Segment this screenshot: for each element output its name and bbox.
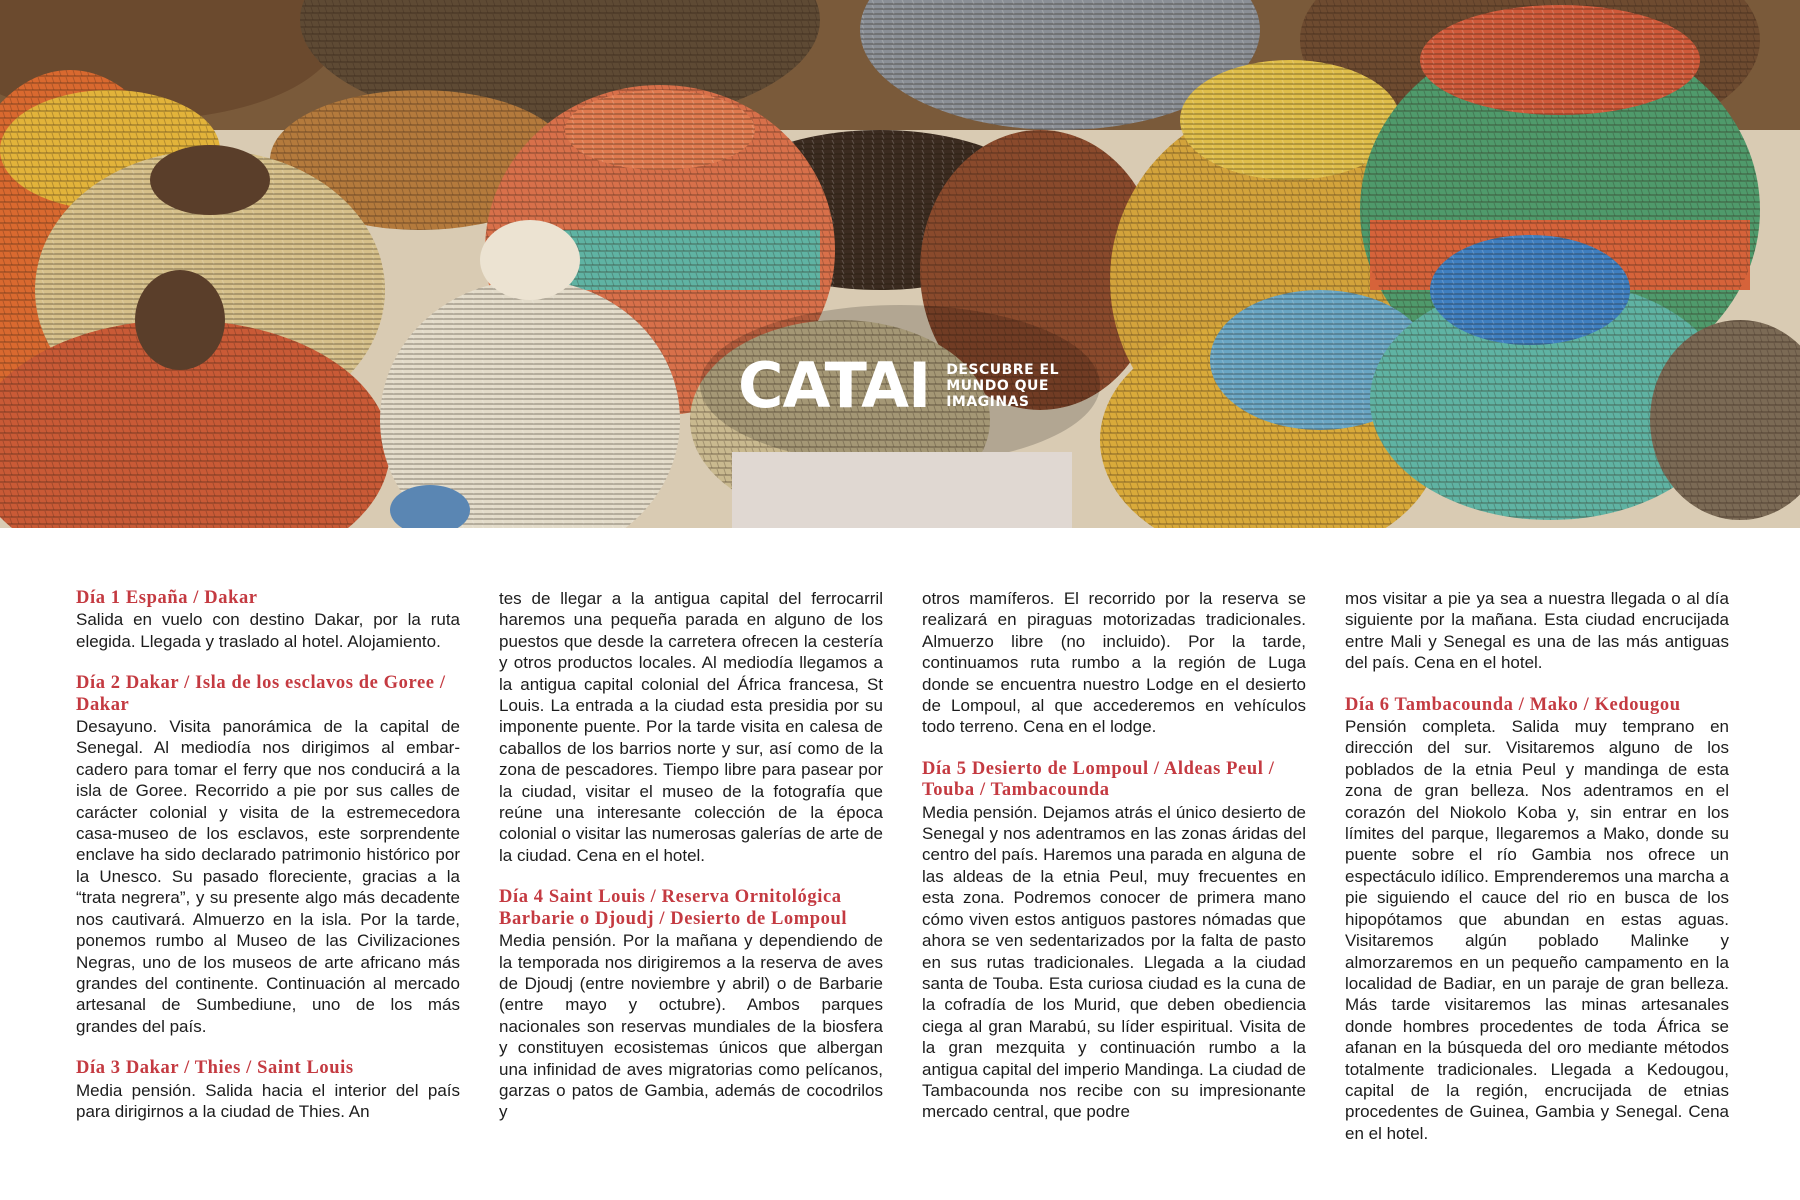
day-title: Día 3 Dakar / Thies / Saint Louis bbox=[76, 1058, 354, 1079]
itinerary-day-5 bbox=[922, 759, 1306, 1123]
day-text: Media pensión. Dejamos atrás el único desierto de Senegal y nos adentramos en las zonas áridas del centro del país. Haremos una parada en alguna de las aldeas de la etnia Peul, muy frecuentes en esta zona. Podremos conocer de primera mano cómo viven estos antiguos pastores nómadas que ahora se ven sedentarizados por la falta de pasto en sus rutas tradicionales. Llegada a la ciudad santa de Touba. Esta curiosa ciudad es la cuna de la cofradía de los Murid, que deben obediencia ciega al gran Marabú, su líder espiritual. Visita de la gran mezquita y continuación rumbo a la antigua capital del imperio Mandinga. La ciudad de Tambacounda nos recibe con su impresionante mercado central, que podre bbox=[922, 802, 1306, 1122]
brand-tagline-line: IMAGINAS bbox=[946, 394, 1030, 410]
text-column-2 bbox=[499, 588, 883, 1144]
decorative-tab bbox=[732, 452, 1072, 528]
day-text: tes de llegar a la antigua capital del ferrocarril haremos una pequeña parada en alguno de los puestos que desde la carretera ofrecen la cestería y otros productos locales. Al mediodía llegamos a la antigua capital colonial del África francesa, St Louis. La entrada a la ciudad esta presidia por su imponente puente. Por la tarde visita en calesa de caballos de los barrios norte y sur, así como de la zona de pescadores. Tiempo libre para pasear por la ciudad, visitar el museo de la fotografía que reúne una interesante colección de la época colonial o visitar las numerosas galerías de arte de la ciudad. Cena en el hotel. bbox=[499, 589, 883, 865]
day-text: Salida en vuelo con destino Dakar, por la ruta elegida. Llegada y traslado al hotel. Alojamiento. bbox=[76, 610, 460, 651]
itinerary-day-1 bbox=[76, 588, 460, 652]
day-text: otros mamíferos. El recorrido por la reserva se realizará en piraguas motorizadas tradicionales. Almuerzo libre (no incluido). Por la tarde, continuamos ruta rumbo a la región de Luga donde se encuentra nuestro Lodge en el desierto de Lompoul, al que accederemos en vehículos todo terreno. Cena en el lodge. bbox=[922, 589, 1306, 737]
itinerary-day-3-continued bbox=[499, 588, 883, 866]
itinerary-day-6 bbox=[1345, 695, 1729, 1145]
day-title: Día 2 Dakar / Isla de los esclavos de Goree / Dakar bbox=[76, 673, 446, 715]
day-title: Día 1 España / Dakar bbox=[76, 588, 258, 608]
day-text: Media pensión. Por la mañana y dependiendo de la temporada nos dirigiremos a la reserva de aves de Djoudj (entre noviembre y abril) o de Barbarie (entre mayo y octubre). Ambos parques nacionales son reservas mundiales de la biosfera y constituyen ecosistemas únicos que albergan una infinidad de aves migratorias como pelícanos, garzas o patos de Gambia, además de cocodrilos y bbox=[499, 931, 883, 1122]
day-title: Día 6 Tambacounda / Mako / Kedougou bbox=[1345, 694, 1681, 715]
woven-baskets-photo bbox=[0, 0, 1800, 528]
text-column-4 bbox=[1345, 588, 1729, 1165]
day-text: Media pensión. Salida hacia el interior del país para dirigirnos a la ciudad de Thies. An bbox=[76, 1080, 460, 1121]
brand-name: CATAI bbox=[738, 349, 931, 422]
brand-tagline-line: MUNDO QUE bbox=[946, 378, 1049, 394]
text-column-1 bbox=[76, 588, 460, 1143]
header-photo bbox=[0, 0, 1800, 528]
day-text: mos visitar a pie ya sea a nuestra llegada o al día siguiente por la mañana. Esta ciudad encrucijada entre Mali y Senegal es una de las más antiguas del país. Cena en el hotel. bbox=[1345, 589, 1729, 673]
text-column-3 bbox=[922, 588, 1306, 1144]
day-title: Día 5 Desierto de Lompoul / Aldeas Peul / Touba / Tambacounda bbox=[922, 758, 1275, 801]
day-text: Pensión completa. Salida muy temprano en dirección del sur. Visitaremos alguno de los poblados de la etnia Peul y mandinga de esta zona de gran belleza. Nos adentramos en el corazón del Niokolo Koba y, sin entrar en los límites del parque, llegaremos a Mako, donde su puente sobre el río Gambia nos ofrece un espectáculo idílico. Emprenderemos una marcha a pie siguiendo el cauce del rio en busca de los hipopótamos que abundan en estas aguas. Visitaremos algún poblado Malinke y almorzaremos en un pequeño campamento en la localidad de Badiar, en un paraje de gran belleza. Más tarde visitaremos las minas artesanales donde hombres procedentes de toda África se afanan en la búsqueda del oro mediante métodos totalmente tradicionales. Llegada a Kedougou, capital de la región, encrucijada de etnias procedentes de Guinea, Gambia y Senegal. Cena en el hotel. bbox=[1345, 717, 1729, 1143]
itinerary-day-4-continued bbox=[922, 588, 1306, 738]
itinerary-day-4 bbox=[499, 887, 883, 1122]
day-title: Día 4 Saint Louis / Reserva Ornitológica Barbarie o Djoudj / Desierto de Lompoul bbox=[499, 887, 848, 929]
brand-logo bbox=[738, 349, 1059, 422]
brand-tagline bbox=[946, 362, 1059, 410]
itinerary-day-2 bbox=[76, 673, 460, 1037]
brand-tagline-line: DESCUBRE EL bbox=[946, 362, 1059, 378]
day-text: Desayuno. Visita panorámica de la capital de Senegal. Al mediodía nos dirigimos al embarcadero para tomar el ferry que nos conducirá a la isla de Goree. Recorrido a pie por sus calles de carácter colonial y visita de la estremecedora casa-museo de los esclavos, este sorprendente enclave ha sido declarado patrimonio histórico por la Unesco. Su pasado floreciente, gracias a la “trata negrera”, y su presente algo más decadente nos cautivará. Almuerzo en la isla. Por la tarde, ponemos rumbo al Museo de las Civilizaciones Negras, uno de los museos de arte africano más grandes del continente. Continuación al mercado artesanal de Sumbediune, uno de los más grandes del país. bbox=[76, 717, 460, 1036]
itinerary-day-3 bbox=[76, 1058, 460, 1122]
itinerary-day-5-continued bbox=[1345, 588, 1729, 674]
